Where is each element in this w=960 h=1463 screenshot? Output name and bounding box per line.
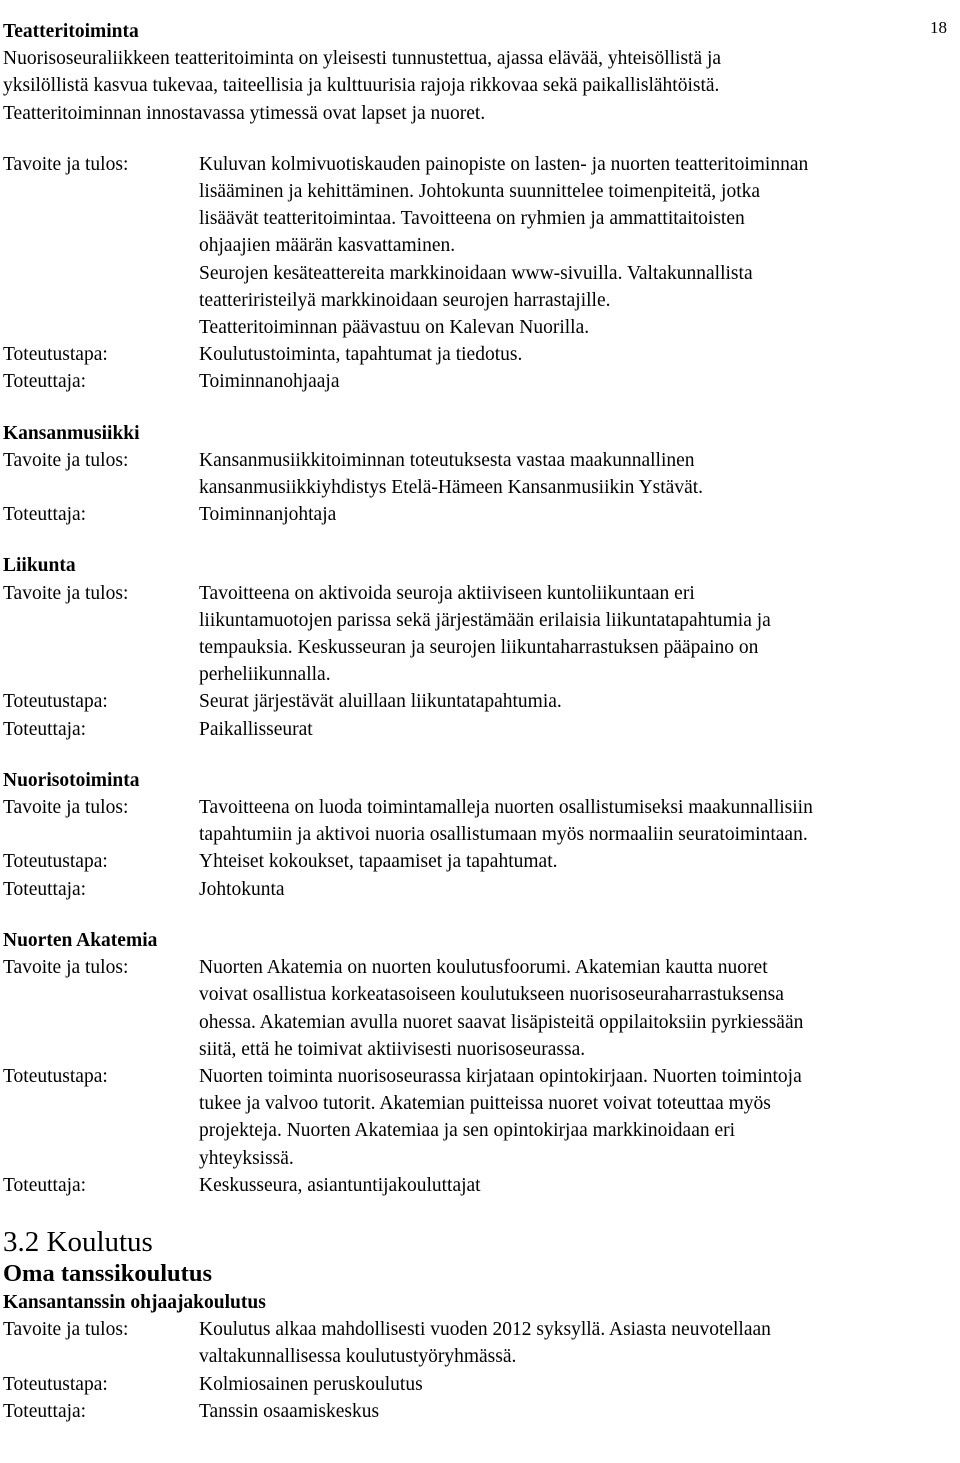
chapter-heading: 3.2 Koulutus	[3, 1225, 153, 1258]
section-liikunta	[3, 552, 953, 742]
text-line: lisäävät teatteritoimintaa. Tavoitteena on ryhmien ja ammattitaitoisten	[199, 208, 745, 230]
field-tavoite	[3, 794, 953, 848]
text-line: lisääminen ja kehittäminen. Johtokunta suunnittelee toimenpiteitä, jotka	[199, 181, 761, 203]
text-line: Nuorten Akatemia on nuorten koulutusfoorumi. Akatemian kautta nuoret	[199, 957, 768, 979]
section-kansanmusiikki	[3, 420, 953, 529]
text-line: Kuluvan kolmivuotiskauden painopiste on lasten- ja nuorten teatteritoiminnan	[199, 153, 809, 175]
text-line: Tavoitteena on luoda toimintamalleja nuorten osallistumiseksi maakunnallisiin	[199, 797, 813, 819]
field-value: Yhteiset kokoukset, tapaamiset ja tapahtumat.	[199, 851, 558, 873]
text-line: Koulutus alkaa mahdollisesti vuoden 2012 syksyllä. Asiasta neuvotellaan	[199, 1319, 771, 1341]
field-value: Toiminnanohjaaja	[199, 371, 340, 393]
field-value	[199, 1316, 953, 1370]
field-toteuttaja	[3, 368, 953, 395]
section-heading: Kansanmusiikki	[3, 422, 140, 444]
text-line: tapahtumiin ja aktivoi nuoria osallistumaan myös normaaliin seuratoimintaan.	[199, 824, 808, 846]
subchapter-heading: Oma tanssikoulutus	[3, 1259, 213, 1287]
field-label: Toteutustapa:	[3, 691, 108, 713]
section-koulutus	[3, 1225, 953, 1425]
field-tavoite	[3, 1316, 953, 1370]
field-value	[199, 151, 953, 341]
field-value	[199, 794, 953, 848]
field-toteuttaja	[3, 876, 953, 903]
field-label: Tavoite ja tulos:	[3, 582, 129, 604]
field-label: Toteuttaja:	[3, 504, 87, 526]
field-value: Tanssin osaamiskeskus	[199, 1400, 380, 1422]
field-toteutustapa	[3, 688, 953, 715]
field-label: Toteuttaja:	[3, 718, 87, 740]
text-line: kansanmusiikkiyhdistys Etelä-Hämeen Kansanmusiikin Ystävät.	[199, 477, 704, 499]
field-label: Toteutustapa:	[3, 1065, 108, 1087]
field-label: Toteuttaja:	[3, 878, 87, 900]
text-line: tukee ja valvoo tutorit. Akatemian puitteissa nuoret voivat toteuttaa myös	[199, 1093, 771, 1115]
text-line: Tavoitteena on aktivoida seuroja aktiiviseen kuntoliikuntaan eri	[199, 582, 695, 604]
text-line: valtakunnallisessa koulutustyöryhmässä.	[199, 1346, 517, 1368]
field-value	[199, 1063, 953, 1172]
field-toteutustapa	[3, 1063, 953, 1172]
field-label: Tavoite ja tulos:	[3, 957, 129, 979]
field-value: Paikallisseurat	[199, 718, 313, 740]
section-teatteritoiminta	[3, 18, 953, 396]
text-line: projekteja. Nuorten Akatemiaa ja sen opintokirjaa markkinoidaan eri	[199, 1120, 736, 1142]
field-tavoite	[3, 580, 953, 689]
field-value: Toiminnanjohtaja	[199, 504, 337, 526]
text-line: ohessa. Akatemian avulla nuoret saavat lisäpisteitä oppilaitoksiin pyrkiessään	[199, 1011, 804, 1033]
section-heading: Kansantanssin ohjaajakoulutus	[3, 1291, 266, 1313]
text-line: ohjaajien määrän kasvattaminen.	[199, 235, 456, 257]
text-line: yksilöllistä kasvua tukevaa, taiteellisia ja kulttuurisia rajoja rikkovaa sekä paikallislähtöistä.	[3, 75, 720, 97]
field-label: Toteutustapa:	[3, 1373, 108, 1395]
field-value	[199, 447, 953, 501]
section-heading: Teatteritoiminta	[3, 21, 139, 42]
text-line: perheliikunnalla.	[199, 664, 331, 686]
field-toteuttaja	[3, 501, 953, 528]
field-tavoite	[3, 151, 953, 341]
field-label: Toteuttaja:	[3, 1174, 87, 1196]
section-nuorisotoiminta	[3, 767, 953, 903]
text-line: liikuntamuotojen parissa sekä järjestämään erilaisia liikuntatapahtumia ja	[199, 609, 771, 631]
field-label: Toteuttaja:	[3, 1400, 87, 1422]
section-heading: Nuorten Akatemia	[3, 929, 158, 951]
text-line: Seurojen kesäteattereita markkinoidaan www-sivuilla. Valtakunnallista	[199, 262, 753, 284]
field-tavoite	[3, 954, 953, 1063]
text-line: Teatteritoiminnan päävastuu on Kalevan Nuorilla.	[199, 317, 590, 339]
text-line: tempauksia. Keskusseuran ja seurojen liikuntaharrastuksen pääpaino on	[199, 637, 759, 659]
section-nuorten-akatemia	[3, 927, 953, 1199]
field-value	[199, 580, 953, 689]
field-label: Tavoite ja tulos:	[3, 797, 129, 819]
field-value: Keskusseura, asiantuntijakouluttajat	[199, 1174, 481, 1196]
field-value: Kolmiosainen peruskoulutus	[199, 1373, 423, 1395]
text-line: voivat osallistua korkeatasoiseen koulutukseen nuorisoseuraharrastuksensa	[199, 984, 784, 1006]
intro-paragraph	[3, 45, 953, 127]
text-line: Nuorisoseuraliikkeen teatteritoiminta on yleisesti tunnustettua, ajassa elävää, yhteisöllistä ja	[3, 48, 722, 70]
field-toteutustapa	[3, 848, 953, 875]
field-value: Koulutustoiminta, tapahtumat ja tiedotus.	[199, 344, 523, 366]
field-toteuttaja	[3, 1172, 953, 1199]
field-label: Tavoite ja tulos:	[3, 153, 129, 175]
field-tavoite	[3, 447, 953, 501]
text-line: Kansanmusiikkitoiminnan toteutuksesta vastaa maakunnallinen	[199, 449, 695, 471]
document-page	[3, 18, 953, 1425]
text-line: yhteyksissä.	[199, 1147, 294, 1169]
text-line: Teatteritoiminnan innostavassa ytimessä ovat lapset ja nuoret.	[3, 102, 486, 124]
field-value: Seurat järjestävät aluillaan liikuntatapahtumia.	[199, 691, 562, 713]
text-line: siitä, että he toimivat aktiivisesti nuorisoseurassa.	[199, 1038, 586, 1060]
field-label: Toteutustapa:	[3, 851, 108, 873]
field-toteutustapa	[3, 1371, 953, 1398]
field-toteuttaja	[3, 716, 953, 743]
field-label: Tavoite ja tulos:	[3, 449, 129, 471]
field-toteuttaja	[3, 1398, 953, 1425]
field-label: Tavoite ja tulos:	[3, 1319, 129, 1341]
section-heading: Nuorisotoiminta	[3, 769, 140, 791]
field-value: Johtokunta	[199, 878, 285, 900]
field-toteutustapa	[3, 341, 953, 368]
text-line: Nuorten toiminta nuorisoseurassa kirjataan opintokirjaan. Nuorten toimintoja	[199, 1065, 802, 1087]
field-value	[199, 954, 953, 1063]
text-line: teatteriristeilyä markkinoidaan seurojen harrastajille.	[199, 289, 611, 311]
field-label: Toteuttaja:	[3, 371, 87, 393]
section-heading: Liikunta	[3, 555, 76, 577]
field-label: Toteutustapa:	[3, 344, 108, 366]
page-number: 18	[930, 18, 947, 37]
